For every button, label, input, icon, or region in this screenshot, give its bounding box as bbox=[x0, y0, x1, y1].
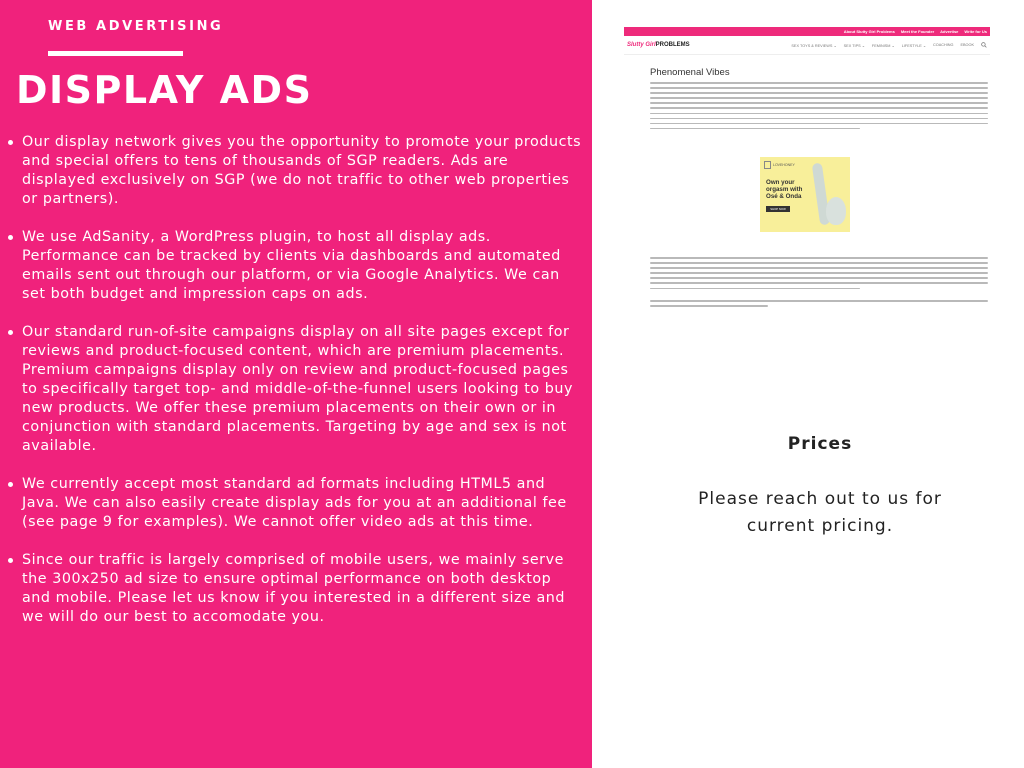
ad-brand: LOVEHONEY bbox=[764, 161, 795, 169]
page-title: DISPLAY ADS bbox=[16, 68, 313, 112]
bullet-item: Since our traffic is largely comprised of mobile users, we mainly serve the 300x250 ad size to ensure optimal performance on both desktop and mobile. Please let us know if you interested in a different size and we will do our best to accomodate you. bbox=[22, 551, 582, 627]
product-image bbox=[826, 197, 846, 225]
article-heading: Phenomenal Vibes bbox=[650, 67, 730, 78]
article-paragraph bbox=[650, 257, 988, 293]
menu-item: COACHING bbox=[933, 43, 954, 47]
kicker-divider bbox=[48, 51, 183, 56]
menu-item: EBOOK bbox=[960, 43, 974, 47]
article-paragraph bbox=[650, 300, 988, 310]
ad-headline: Own your orgasm with Osé & Onda bbox=[766, 179, 803, 201]
topbar-link: Write for Us bbox=[964, 29, 987, 34]
ad-shop-button: SHOP NOW bbox=[766, 206, 790, 212]
display-ad-card bbox=[760, 157, 850, 232]
brand-logo-icon bbox=[764, 161, 771, 169]
menu-item: LIFESTYLE ⌄ bbox=[901, 43, 927, 48]
site-nav bbox=[624, 36, 990, 55]
site-menu bbox=[791, 42, 987, 48]
topbar-link: Advertise bbox=[940, 29, 959, 34]
website-screenshot bbox=[624, 27, 990, 327]
bullet-item: Our display network gives you the opportunity to promote your products and special offers to tens of thousands of SGP readers. Ads are displayed exclusively on SGP (we do not traffic to other web properties or partners). bbox=[22, 134, 582, 207]
bullet-list bbox=[22, 133, 582, 646]
topbar-link: Meet the Founder bbox=[900, 29, 935, 34]
search-icon bbox=[981, 42, 987, 48]
prices-heading: Prices bbox=[787, 434, 853, 454]
menu-item: SEX TOYS & REVIEWS ⌄ bbox=[791, 43, 837, 48]
bullet-item: We use AdSanity, a WordPress plugin, to host all display ads. Performance can be tracked by clients via dashboards and automated emails sent out through our platform, or via Google Analytics. We can set both budget and impression caps on ads. bbox=[22, 228, 582, 304]
prices-text: Please reach out to us for current pricing. bbox=[698, 489, 942, 536]
section-kicker: WEB ADVERTISING bbox=[48, 19, 224, 34]
menu-item: FEMINISM ⌄ bbox=[871, 43, 895, 48]
site-topbar bbox=[624, 27, 990, 36]
topbar-link: About Slutty Girl Problems bbox=[843, 29, 895, 34]
article-paragraph bbox=[650, 82, 988, 133]
menu-item: SEX TIPS ⌄ bbox=[843, 43, 865, 48]
bullet-item: Our standard run-of-site campaigns display on all site pages except for reviews and product-focused content, which are premium placements. Premium campaigns display only on review and product-focused pages to specifically target top- and middle-of-the-funnel users looking to buy new products. We offer these premium placements on their own or in conjunction with standard placements. Targeting by age and sex is not available. bbox=[22, 323, 582, 456]
site-logo: Slutty GirlPROBLEMS bbox=[627, 42, 690, 48]
bullet-item: We currently accept most standard ad formats including HTML5 and Java. We can also easily create display ads for you at an additional fee (see page 9 for examples). We cannot offer video ads at this time. bbox=[22, 475, 582, 532]
